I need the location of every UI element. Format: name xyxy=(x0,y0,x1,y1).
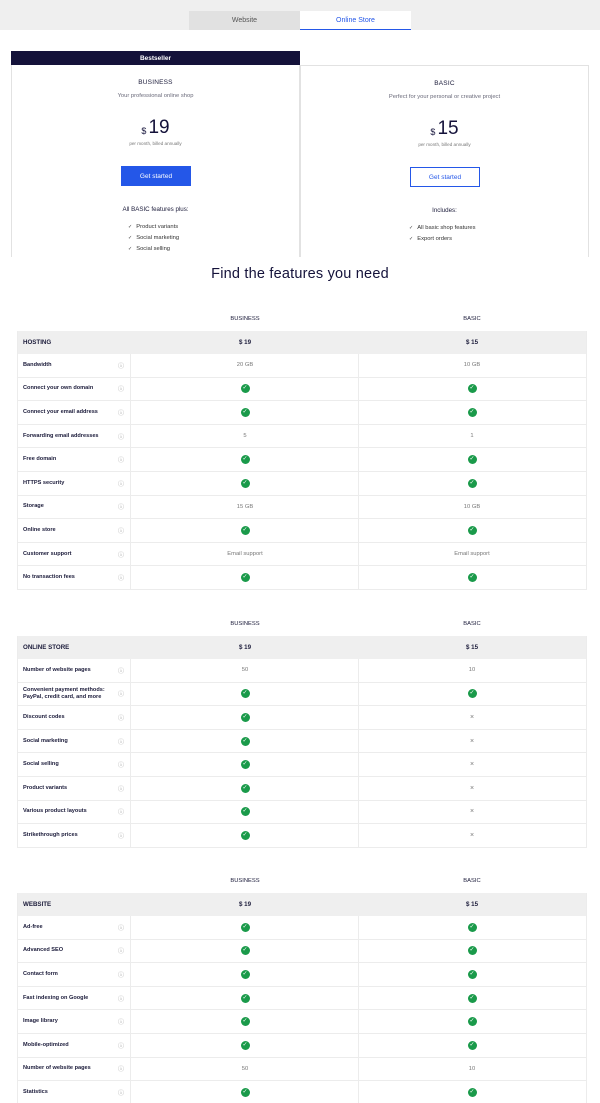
table-row xyxy=(17,940,587,964)
check-icon: ✓ xyxy=(242,737,248,744)
feature-value-basic xyxy=(412,683,532,706)
cross-icon: × xyxy=(469,808,475,816)
feature-value-business xyxy=(185,401,305,424)
check-icon: ✓ xyxy=(242,761,248,768)
check-icon: ✓ xyxy=(469,1018,475,1025)
list-item: ✓ All basic shop features xyxy=(409,223,476,234)
column-divider xyxy=(130,801,131,824)
check-icon: ✓ xyxy=(469,970,475,977)
feature-value-basic: Email support xyxy=(454,551,490,558)
feature-name: Forwarding email addresses xyxy=(23,432,99,439)
feature-value-basic xyxy=(412,801,532,824)
check-icon: ✓ xyxy=(469,1041,475,1048)
feature-name: HTTPS security xyxy=(23,479,65,486)
table-row xyxy=(17,543,587,567)
column-divider xyxy=(130,824,131,847)
get-started-button-basic[interactable]: Get started xyxy=(410,167,480,187)
feature-value-business xyxy=(185,824,305,847)
table-row xyxy=(17,659,587,683)
comparison-table xyxy=(17,869,587,1103)
feature-name: Social marketing xyxy=(23,737,68,744)
table-column-header xyxy=(17,307,587,331)
cross-icon: × xyxy=(469,784,475,792)
column-divider xyxy=(130,566,131,589)
feature-name: Storage xyxy=(23,503,44,510)
cross-icon: × xyxy=(469,761,475,769)
table-row xyxy=(17,824,587,848)
check-icon: ✓ xyxy=(469,526,475,533)
info-icon[interactable]: ⓘ xyxy=(118,387,125,394)
column-divider xyxy=(130,963,131,986)
feature-name: No transaction fees xyxy=(23,574,75,581)
check-icon: ✓ xyxy=(242,970,248,977)
info-icon[interactable]: ⓘ xyxy=(118,668,125,675)
category-price-basic: $ 15 xyxy=(465,901,479,908)
category-price-basic: $ 15 xyxy=(465,339,479,346)
table-row xyxy=(17,401,587,425)
check-icon: ✓ xyxy=(242,574,248,581)
info-icon[interactable]: ⓘ xyxy=(118,949,125,956)
feature-value-business xyxy=(185,683,305,706)
column-divider xyxy=(130,1010,131,1033)
feature-name: Convenient payment methods: PayPal, credit card, and more xyxy=(23,686,105,700)
table-row xyxy=(17,1034,587,1058)
feature-value-business xyxy=(185,1081,305,1103)
feature-name: Free domain xyxy=(23,456,57,463)
column-divider xyxy=(358,777,359,800)
list-item: ✓ Product variants xyxy=(128,222,179,233)
column-divider xyxy=(130,354,131,377)
info-icon[interactable]: ⓘ xyxy=(118,1067,125,1074)
table-row xyxy=(17,987,587,1011)
feature-name: Product variants xyxy=(23,784,68,791)
feature-value-basic xyxy=(412,824,532,847)
price-amount: 15 xyxy=(437,118,459,139)
price-currency: $ xyxy=(141,126,147,136)
column-divider xyxy=(358,1081,359,1103)
comparison-table xyxy=(17,612,587,848)
info-icon[interactable]: ⓘ xyxy=(118,576,125,583)
column-divider xyxy=(358,519,359,542)
feature-value-basic xyxy=(412,730,532,753)
check-icon: ✓ xyxy=(242,456,248,463)
column-divider xyxy=(358,801,359,824)
column-divider xyxy=(130,1058,131,1081)
column-divider xyxy=(130,425,131,448)
table-row xyxy=(17,777,587,801)
includes-heading: All BASIC features plus: xyxy=(122,206,189,213)
cross-icon: × xyxy=(469,831,475,839)
table-row xyxy=(17,730,587,754)
tab-online-store[interactable]: Online Store xyxy=(300,11,411,30)
feature-value-basic xyxy=(412,519,532,542)
feature-name: Advanced SEO xyxy=(23,947,64,954)
feature-value-business: 50 xyxy=(241,1065,249,1072)
feature-value-basic: 10 GB xyxy=(463,503,481,510)
check-icon: ✓ xyxy=(469,456,475,463)
feature-value-business xyxy=(185,1010,305,1033)
check-icon: ✓ xyxy=(242,831,248,838)
feature-name: Ad-free xyxy=(23,923,43,930)
column-divider xyxy=(358,730,359,753)
column-divider xyxy=(358,566,359,589)
check-icon: ✓ xyxy=(242,947,248,954)
feature-value-basic xyxy=(412,940,532,963)
feature-value-business: 20 GB xyxy=(236,362,254,369)
feature-value-business xyxy=(185,777,305,800)
feature-value-basic xyxy=(412,706,532,729)
list-item: ✓ Social selling xyxy=(128,244,179,255)
feature-value-basic xyxy=(412,963,532,986)
feature-name: Customer support xyxy=(23,550,72,557)
info-icon[interactable]: ⓘ xyxy=(118,1090,125,1097)
plan-feature-list xyxy=(409,223,476,245)
table-row xyxy=(17,354,587,378)
plan-name: BUSINESS xyxy=(138,79,173,86)
table-row xyxy=(17,448,587,472)
table-row xyxy=(17,472,587,496)
feature-value-basic xyxy=(412,378,532,401)
plan-feature-list xyxy=(128,222,179,255)
table-row xyxy=(17,801,587,825)
info-icon[interactable]: ⓘ xyxy=(118,552,125,559)
column-divider xyxy=(130,496,131,519)
feature-name: Fast indexing on Google xyxy=(23,994,89,1001)
feature-name: Connect your email address xyxy=(23,408,98,415)
column-divider xyxy=(358,378,359,401)
check-icon: ✓ xyxy=(469,923,475,930)
feature-value-basic: 1 xyxy=(470,433,474,440)
feature-value-basic xyxy=(412,777,532,800)
feature-value-business xyxy=(185,1034,305,1057)
feature-value-basic xyxy=(412,1081,532,1103)
feature-value-business xyxy=(185,987,305,1010)
column-basic: BASIC xyxy=(463,878,481,884)
feature-value-business xyxy=(185,448,305,471)
feature-value-business xyxy=(185,706,305,729)
column-divider xyxy=(358,472,359,495)
feature-value-basic xyxy=(412,1010,532,1033)
feature-value-basic xyxy=(412,1034,532,1057)
category-price-business: $ 19 xyxy=(238,339,252,346)
check-icon: ✓ xyxy=(242,526,248,533)
column-divider xyxy=(358,824,359,847)
category-row xyxy=(17,893,587,916)
table-row xyxy=(17,1081,587,1103)
list-item: ✓ Social marketing xyxy=(128,233,179,244)
feature-name: Statistics xyxy=(23,1088,48,1095)
feature-value-basic xyxy=(412,753,532,776)
feature-value-business: 50 xyxy=(241,667,249,674)
check-icon: ✓ xyxy=(469,574,475,581)
check-icon: ✓ xyxy=(242,479,248,486)
table-border xyxy=(17,636,18,848)
feature-name: Discount codes xyxy=(23,713,65,720)
table-row xyxy=(17,916,587,940)
column-divider xyxy=(130,378,131,401)
check-icon: ✓ xyxy=(242,1041,248,1048)
table-column-header xyxy=(17,612,587,636)
feature-value-basic xyxy=(412,448,532,471)
check-icon: ✓ xyxy=(242,1088,248,1095)
feature-name: Mobile-optimized xyxy=(23,1041,69,1048)
table-row xyxy=(17,706,587,730)
feature-value-basic xyxy=(412,566,532,589)
feature-value-business xyxy=(185,801,305,824)
feature-value-business xyxy=(185,378,305,401)
column-divider xyxy=(130,448,131,471)
table-row xyxy=(17,566,587,590)
info-icon[interactable]: ⓘ xyxy=(118,786,125,793)
info-icon[interactable]: ⓘ xyxy=(118,763,125,770)
check-icon: ✓ xyxy=(242,713,248,720)
column-divider xyxy=(130,916,131,939)
column-business: BUSINESS xyxy=(230,316,260,322)
column-divider xyxy=(130,1034,131,1057)
category-name: WEBSITE xyxy=(23,901,52,908)
check-icon: ✓ xyxy=(242,923,248,930)
info-icon[interactable]: ⓘ xyxy=(118,925,125,932)
column-divider xyxy=(130,753,131,776)
table-border xyxy=(586,893,587,1103)
category-price-business: $ 19 xyxy=(238,901,252,908)
info-icon[interactable]: ⓘ xyxy=(118,505,125,512)
list-item: ✓ Export orders xyxy=(409,234,476,245)
feature-name: Number of website pages xyxy=(23,1065,91,1072)
table-row xyxy=(17,683,587,707)
feature-value-business xyxy=(185,940,305,963)
feature-value-business xyxy=(185,916,305,939)
info-icon[interactable]: ⓘ xyxy=(118,528,125,535)
table-border xyxy=(586,331,587,590)
info-icon[interactable]: ⓘ xyxy=(118,1020,125,1027)
info-icon[interactable]: ⓘ xyxy=(118,363,125,370)
info-icon[interactable]: ⓘ xyxy=(118,692,125,699)
column-divider xyxy=(358,916,359,939)
feature-name: Strikethrough prices xyxy=(23,831,78,838)
feature-name: Various product layouts xyxy=(23,808,87,815)
price-currency: $ xyxy=(430,127,436,137)
plan-price xyxy=(301,118,588,140)
column-divider xyxy=(358,1010,359,1033)
feature-value-basic: 10 GB xyxy=(463,362,481,369)
comparison-table xyxy=(17,307,587,590)
check-icon: ✓ xyxy=(242,994,248,1001)
column-divider xyxy=(358,683,359,706)
check-icon: ✓ xyxy=(469,408,475,415)
plan-subtitle: Your professional online shop xyxy=(117,93,194,99)
column-basic: BASIC xyxy=(463,621,481,627)
column-divider xyxy=(358,1058,359,1081)
plan-price xyxy=(12,117,299,139)
check-icon: ✓ xyxy=(469,385,475,392)
check-icon: ✓ xyxy=(469,994,475,1001)
column-divider xyxy=(130,940,131,963)
info-icon[interactable]: ⓘ xyxy=(118,996,125,1003)
feature-value-business: 15 GB xyxy=(236,503,254,510)
column-divider xyxy=(130,1081,131,1103)
plan-name: BASIC xyxy=(434,80,455,87)
check-icon: ✓ xyxy=(242,784,248,791)
table-row xyxy=(17,1010,587,1034)
price-note: per month, billed annually xyxy=(418,142,471,147)
feature-value-basic xyxy=(412,401,532,424)
table-border xyxy=(17,331,18,590)
plan-subtitle: Perfect for your personal or creative project xyxy=(388,94,501,100)
column-divider xyxy=(130,401,131,424)
table-border xyxy=(586,636,587,848)
check-icon: ✓ xyxy=(469,479,475,486)
info-icon[interactable]: ⓘ xyxy=(118,972,125,979)
tab-website[interactable]: Website xyxy=(189,11,300,30)
check-icon: ✓ xyxy=(242,808,248,815)
get-started-button-business[interactable]: Get started xyxy=(121,166,191,186)
feature-name: Social selling xyxy=(23,761,59,768)
info-icon[interactable]: ⓘ xyxy=(118,481,125,488)
table-row xyxy=(17,496,587,520)
table-column-header xyxy=(17,869,587,893)
feature-value-business xyxy=(185,730,305,753)
table-row xyxy=(17,753,587,777)
bestseller-badge: Bestseller xyxy=(11,51,300,65)
column-divider xyxy=(358,1034,359,1057)
table-row xyxy=(17,963,587,987)
check-icon: ✓ xyxy=(469,1088,475,1095)
category-row xyxy=(17,636,587,659)
check-icon: ✓ xyxy=(242,690,248,697)
column-divider xyxy=(358,659,359,682)
column-divider xyxy=(130,472,131,495)
price-amount: 19 xyxy=(148,117,170,138)
check-icon: ✓ xyxy=(469,690,475,697)
feature-value-business: 5 xyxy=(243,433,247,440)
table-row xyxy=(17,519,587,543)
column-business: BUSINESS xyxy=(230,878,260,884)
category-price-basic: $ 15 xyxy=(465,644,479,651)
feature-value-basic xyxy=(412,916,532,939)
feature-name: Bandwidth xyxy=(23,361,52,368)
feature-value-business xyxy=(185,963,305,986)
column-divider xyxy=(358,401,359,424)
feature-value-business xyxy=(185,519,305,542)
column-divider xyxy=(358,496,359,519)
feature-name: Connect your own domain xyxy=(23,385,94,392)
column-divider xyxy=(130,543,131,566)
feature-name: Image library xyxy=(23,1018,58,1025)
info-icon[interactable]: ⓘ xyxy=(118,833,125,840)
feature-name: Number of website pages xyxy=(23,666,91,673)
check-icon: ✓ xyxy=(242,408,248,415)
cross-icon: × xyxy=(469,713,475,721)
column-divider xyxy=(358,448,359,471)
check-icon: ✓ xyxy=(469,947,475,954)
column-divider xyxy=(358,354,359,377)
table-border xyxy=(17,893,18,1103)
info-icon[interactable]: ⓘ xyxy=(118,715,125,722)
info-icon[interactable]: ⓘ xyxy=(118,1043,125,1050)
feature-value-basic xyxy=(412,987,532,1010)
info-icon[interactable]: ⓘ xyxy=(118,810,125,817)
feature-value-basic: 10 xyxy=(468,1065,476,1072)
check-icon: ✓ xyxy=(242,385,248,392)
column-divider xyxy=(130,659,131,682)
feature-value-business xyxy=(185,566,305,589)
check-icon: ✓ xyxy=(242,1018,248,1025)
info-icon[interactable]: ⓘ xyxy=(118,739,125,746)
column-divider xyxy=(358,543,359,566)
feature-value-basic: 10 xyxy=(468,667,476,674)
column-divider xyxy=(130,519,131,542)
column-divider xyxy=(130,730,131,753)
info-icon[interactable]: ⓘ xyxy=(118,458,125,465)
column-divider xyxy=(130,777,131,800)
table-row xyxy=(17,378,587,402)
category-row xyxy=(17,331,587,354)
column-basic: BASIC xyxy=(463,316,481,322)
column-divider xyxy=(358,706,359,729)
table-row xyxy=(17,1058,587,1082)
column-divider xyxy=(130,706,131,729)
feature-value-business: Email support xyxy=(227,551,263,558)
feature-name: Contact form xyxy=(23,970,58,977)
table-row xyxy=(17,425,587,449)
category-name: ONLINE STORE xyxy=(23,644,70,651)
price-note: per month, billed annually xyxy=(129,141,182,146)
features-title: Find the features you need xyxy=(211,266,389,282)
column-divider xyxy=(358,940,359,963)
includes-heading: Includes: xyxy=(432,207,457,214)
category-name: HOSTING xyxy=(23,339,52,346)
column-divider xyxy=(130,683,131,706)
feature-name: Online store xyxy=(23,526,56,533)
info-icon[interactable]: ⓘ xyxy=(118,434,125,441)
column-divider xyxy=(358,987,359,1010)
column-divider xyxy=(358,425,359,448)
column-divider xyxy=(358,963,359,986)
column-divider xyxy=(130,987,131,1010)
feature-value-business xyxy=(185,753,305,776)
feature-value-basic xyxy=(412,472,532,495)
column-business: BUSINESS xyxy=(230,621,260,627)
category-price-business: $ 19 xyxy=(238,644,252,651)
column-divider xyxy=(358,753,359,776)
feature-value-business xyxy=(185,472,305,495)
plan-card-business xyxy=(11,65,300,257)
info-icon[interactable]: ⓘ xyxy=(118,410,125,417)
cross-icon: × xyxy=(469,737,475,745)
plan-card-basic xyxy=(300,65,589,257)
